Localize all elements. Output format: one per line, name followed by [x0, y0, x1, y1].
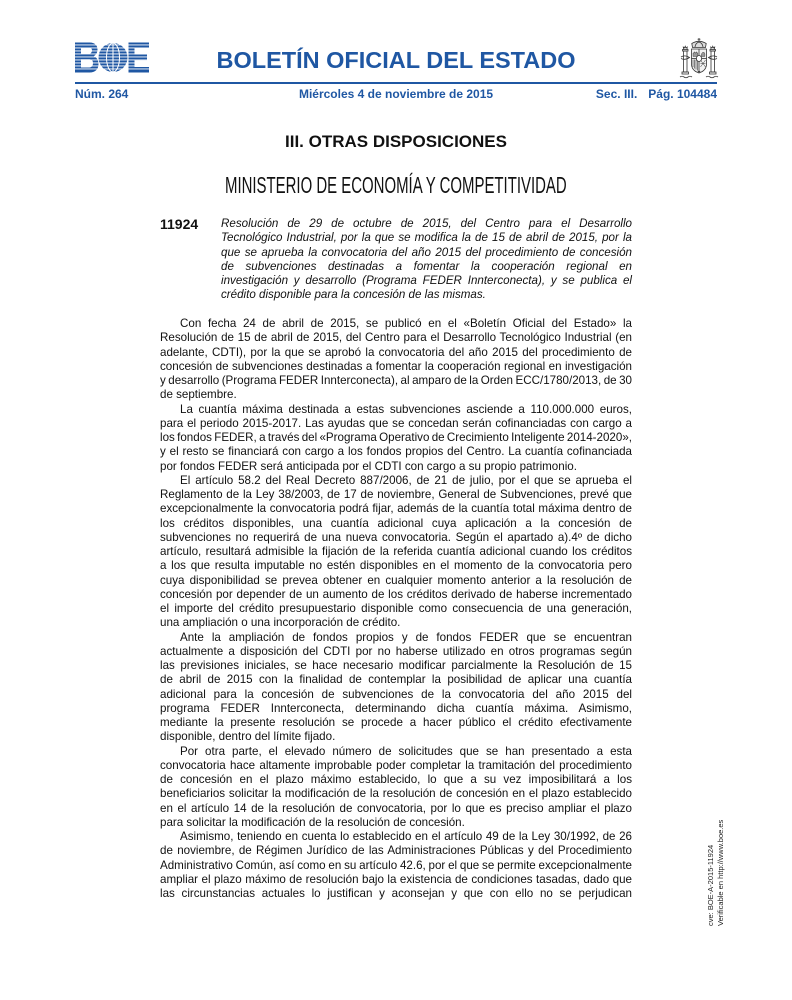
- page-number: Pág. 104484: [648, 87, 717, 101]
- paragraph: [160, 830, 632, 901]
- text-line: Resolución de 29 de octubre de 2015, del Centro para el Desarrollo: [221, 217, 632, 230]
- text-line: Resolución de 15 de abril de 2015, del Centro para el Desarrollo Tecnológico Industrial (en: [160, 331, 632, 345]
- text-line: subvenciones no requerirá de una nueva convocatoria. Según el apartado a).4º de dicho: [160, 530, 632, 544]
- text-line: excepcionalmente la convocatoria podrá fijar, además de la cuantía total máxima dentro de: [160, 502, 632, 516]
- text-line: y el resto se financiará con cargo a los fondos propios del Centro. La cuantía cofinanciada: [160, 445, 632, 459]
- text-line: beneficiarios solicitar la modificación de la resolución de concesión en el plazo establecido: [160, 787, 632, 801]
- text-line: el importe del crédito presupuestario disponible como consecuencia de una generación,: [160, 602, 632, 615]
- text-line: cuya disponibilidad se prevea obtener en cualquier momento anterior a la resolución de: [160, 573, 632, 587]
- text-line: adelante, CDTI), por la que se aprobó la convocatoria del año 2015 del procedimiento de: [160, 345, 632, 359]
- text-line: las previsiones iniciales, se hace necesario modificar parcialmente la Resolución de 15: [160, 659, 632, 672]
- entry-summary: [221, 217, 632, 303]
- text-line: una ampliación o una incorporación de crédito.: [160, 616, 401, 630]
- issue-info-bar: [75, 87, 717, 101]
- text-line: de noviembre, de Régimen Jurídico de las Administraciones Públicas y del Procedimiento: [160, 844, 632, 858]
- coat-of-arms-icon: [679, 37, 719, 79]
- issue-number: Núm. 264: [75, 87, 129, 101]
- paragraph: [160, 317, 632, 403]
- section-heading: III. OTRAS DISPOSICIONES: [285, 132, 507, 151]
- text-line: crédito disponible para la concesión de las mismas.: [221, 288, 486, 302]
- logo-letter-b: [75, 43, 99, 73]
- text-line: disponible, dentro del límite fijado.: [160, 730, 336, 744]
- text-line: Por otra parte, el elevado número de solicitudes que se han presentado a esta: [180, 744, 632, 758]
- text-line: artículo, resultará admisible la fijación de la referida cuantía adicional cuando los créditos: [160, 545, 632, 558]
- text-line: programa FEDER Innterconecta, determinando dicha cuantía máxima. Asimismo,: [160, 701, 632, 715]
- text-line: concesión por depender de un aumento de los créditos derivado de haberse incrementado: [160, 587, 632, 601]
- text-line: investigación y desarrollo (Programa FEDER Innterconecta), y se publica el: [221, 274, 632, 288]
- text-line: por fondos FEDER será anticipada por el CDTI con cargo a su propio patrimonio.: [160, 459, 577, 473]
- paragraph: [160, 474, 632, 631]
- paragraph: [160, 745, 632, 831]
- paragraph: [160, 631, 632, 745]
- text-line: los créditos disponibles, una cuantía adicional cuya aplicación a la concesión de: [160, 516, 632, 530]
- issue-date: Miércoles 4 de noviembre de 2015: [298, 87, 494, 101]
- text-line: para solicitar la modificación de la resolución de concesión.: [160, 815, 465, 829]
- text-line: concesión de subvenciones destinadas a fomentar la cooperación regional en investigación: [160, 359, 632, 373]
- body-text: [160, 317, 632, 901]
- text-line: Asimismo, teniendo en cuenta lo establecido en el artículo 49 de la Ley 30/1992, de 26: [180, 830, 632, 843]
- text-line: La cuantía máxima destinada a estas subvenciones asciende a 110.000.000 euros,: [180, 402, 632, 416]
- text-line: las circunstancias actuales lo justifican y aconsejan y que con ello no se perjudican: [160, 887, 632, 900]
- text-line: El artículo 58.2 del Real Decreto 887/2006, de 21 de julio, por el que se aprueba el: [180, 473, 632, 487]
- text-line: convocatoria hace altamente improbable poder completar la tramitación del procedimiento: [160, 758, 632, 772]
- paragraph: [160, 403, 632, 474]
- text-line: de concesión en el plazo máximo establecido, lo que a su vez imposibilitará a los: [160, 773, 632, 786]
- text-line: de abril de 2015 con la finalidad de contemplar la posibilidad de aplicar una cuantía: [160, 673, 632, 687]
- department-heading: MINISTERIO DE ECONOMÍA Y COMPETITIVIDAD: [225, 172, 567, 198]
- publication-title: BOLETÍN OFICIAL DEL ESTADO: [216, 47, 576, 73]
- text-line: Ante la ampliación de fondos propios y de fondos FEDER que se encuentran: [180, 630, 632, 644]
- section-and-page: [596, 87, 717, 101]
- text-line: que se aprueba la convocatoria del año 2015 del procedimiento de concesión: [221, 245, 632, 259]
- text-line: y desarrollo (Programa FEDER Innterconecta), al amparo de la Orden ECC/1780/2013, de 30: [160, 374, 632, 387]
- verification-url: Verificable en http://www.boe.es: [716, 819, 725, 926]
- text-line: para el periodo 2015-2017. Las ayudas que se concedan serán cofinanciadas con cargo a: [160, 416, 632, 430]
- text-line: Reglamento de la Ley 38/2003, de 17 de noviembre, General de Subvenciones, prevé que: [160, 488, 632, 501]
- verification-note: [706, 820, 726, 926]
- text-line: a los que resulta imputable no estén disponibles en el momento de la convocatoria pero: [160, 559, 632, 573]
- text-line: Tecnológico Industrial, por la que se modifica la de 15 de abril de 2015, por la: [221, 231, 632, 245]
- text-line: adicional para la concesión de subvenciones de la convocatoria del año 2015 del: [160, 687, 632, 701]
- text-line: los fondos FEDER, a través del «Programa Operativo de Crecimiento Inteligente 2014-2020»,: [160, 431, 632, 444]
- header-divider: [75, 82, 717, 84]
- text-line: de septiembre.: [160, 388, 237, 402]
- text-line: actualmente a disposición del CDTI por no haberse utilizado en otros programas según: [160, 644, 632, 658]
- section-label: Sec. III.: [595, 87, 638, 101]
- department-heading-row: [0, 173, 792, 201]
- text-line: Con fecha 24 de abril de 2015, se publicó en el «Boletín Oficial del Estado» la: [180, 317, 632, 330]
- cve-code: cve: BOE-A-2015-11924: [706, 844, 715, 926]
- entry-number: 11924: [160, 216, 199, 232]
- text-line: de subvenciones destinadas a fomentar la cooperación regional en: [221, 259, 632, 273]
- text-line: Administrativo Común, así como en su artículo 42.6, por el que se permite excepcionalmente: [160, 858, 632, 872]
- text-line: en el artículo 14 de la resolución de convocatoria, por lo que es preciso ampliar el plazo: [160, 801, 632, 815]
- text-line: mediante la presente resolución se procede a hacer público el crédito efectivamente: [160, 716, 632, 729]
- text-line: ampliar el plazo máximo de resolución bajo la existencia de condiciones tasadas, dado que: [160, 872, 632, 886]
